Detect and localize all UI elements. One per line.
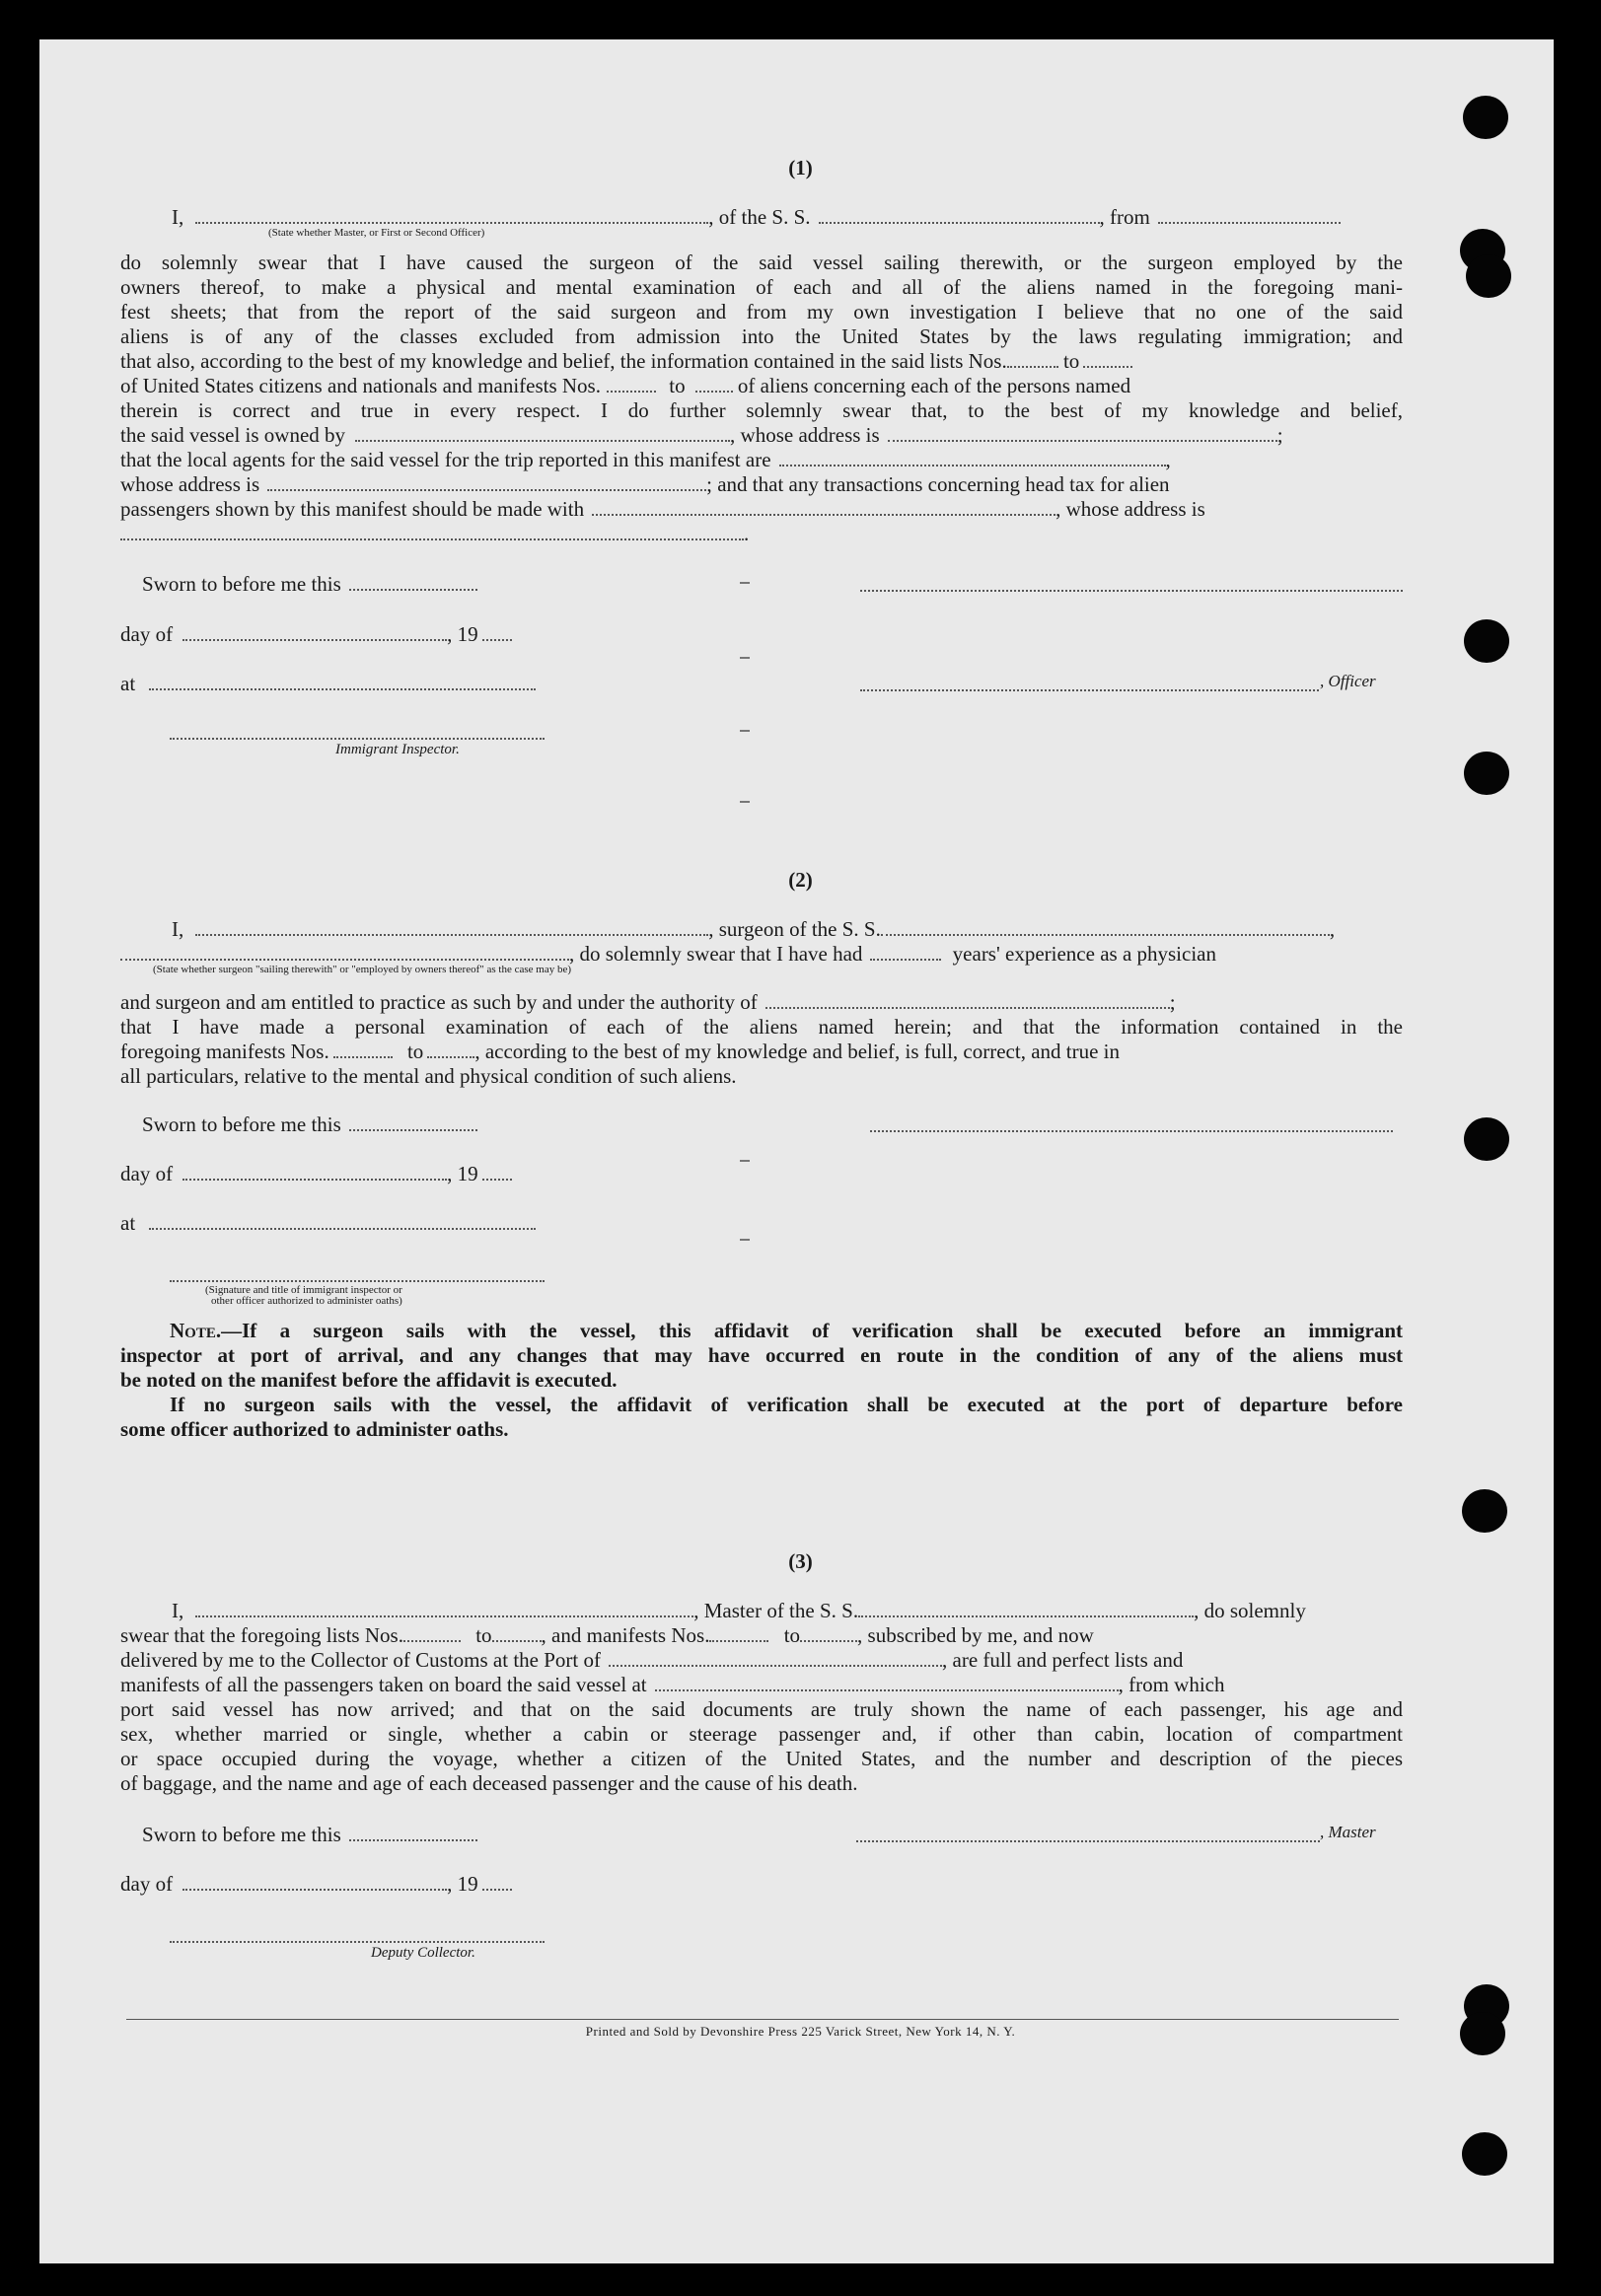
- s2-dayof-line: day of , 19: [120, 1162, 1403, 1185]
- s2-manifests-from-field[interactable]: [333, 1040, 393, 1058]
- signature-note-line-1: (Signature and title of immigrant inspector or: [205, 1284, 402, 1296]
- s3-manifests-from-field[interactable]: [709, 1624, 768, 1642]
- master-label: , Master: [1320, 1823, 1376, 1841]
- s2-year-field[interactable]: [482, 1163, 512, 1181]
- officer-rank-field[interactable]: [195, 206, 708, 224]
- authority-field[interactable]: [765, 991, 1170, 1009]
- s3-line-8: of baggage, and the name and age of each deceased passenger and the cause of his death.: [120, 1771, 858, 1795]
- s1-line-8: therein is correct and true in every respect. I do further solemnly swear that, to the best of my knowledge and belief,: [120, 398, 1403, 422]
- years-experience-field[interactable]: [870, 943, 941, 961]
- surgeon-status-note: (State whether surgeon "sailing therewith" or "employed by owners thereof" as the case may be): [153, 964, 572, 975]
- officer-label: , Officer: [1320, 672, 1376, 690]
- scan-mark: [740, 1160, 750, 1162]
- immigrant-inspector-signature-line[interactable]: [170, 736, 545, 740]
- s1-line-12: passengers shown by this manifest should be made with , whose address is: [120, 497, 1205, 521]
- s1-officer-signature-line[interactable]: [860, 588, 1403, 592]
- s1-line-7: of United States citizens and nationals and manifests Nos. to of aliens concerning each of the persons named: [120, 374, 1131, 397]
- lists-to-field[interactable]: [1083, 350, 1132, 368]
- s3-lists-to-field[interactable]: [492, 1624, 542, 1642]
- s2-line-3: and surgeon and am entitled to practice as such by and under the authority of ;: [120, 990, 1176, 1014]
- scan-mark: [740, 657, 750, 659]
- note-line-5: some officer authorized to administer oaths.: [120, 1417, 509, 1441]
- note-line-4: If no surgeon sails with the vessel, the affidavit of verification shall be executed at the port of departure before: [170, 1393, 1403, 1416]
- s1-line-1: I, , of the S. S. , from: [120, 205, 1403, 229]
- vessel-name-field[interactable]: [819, 206, 1100, 224]
- lists-from-field[interactable]: [1007, 350, 1058, 368]
- s2-line-4: that I have made a personal examination of each of the aliens named herein; and that the information contained in the: [120, 1015, 1403, 1039]
- s1-sworn-date-field[interactable]: [349, 573, 477, 591]
- s3-manifests-to-field[interactable]: [800, 1624, 857, 1642]
- section-3-heading: (3): [788, 1549, 813, 1573]
- port-from-field[interactable]: [1158, 206, 1341, 224]
- punch-hole: [1462, 1489, 1507, 1533]
- manifests-to-field[interactable]: [695, 375, 733, 393]
- note-line-3: be noted on the manifest before the affidavit is executed.: [120, 1368, 618, 1392]
- s3-dayof-line: day of , 19: [120, 1872, 1403, 1896]
- head-tax-agent-field[interactable]: [592, 498, 1055, 516]
- master-signature-line[interactable]: [856, 1838, 1320, 1842]
- officer-rank-note: (State whether Master, or First or Second Officer): [268, 227, 485, 239]
- scan-mark: [740, 801, 750, 803]
- s3-line-1: I, , Master of the S. S. , do solemnly: [172, 1599, 1306, 1622]
- signature-note-line-2: other officer authorized to administer oaths): [211, 1295, 402, 1307]
- s3-line-7: or space occupied during the voyage, whether a citizen of the United States, and the number and description of the pieces: [120, 1747, 1403, 1770]
- s2-line-5: foregoing manifests Nos. to , according to the best of my knowledge and belief, is full, correct, and true in: [120, 1040, 1121, 1063]
- punch-hole: [1464, 619, 1509, 663]
- s2-at-line: at: [120, 1211, 1403, 1235]
- manifests-from-field[interactable]: [607, 375, 656, 393]
- s3-line-3: delivered by me to the Collector of Customs at the Port of , are full and perfect lists and: [120, 1648, 1184, 1672]
- s1-year-field[interactable]: [482, 623, 512, 641]
- owner-address-field[interactable]: [888, 424, 1277, 442]
- s3-line-4: manifests of all the passengers taken on board the said vessel at , from which: [120, 1673, 1225, 1696]
- s1-line-9: the said vessel is owned by , whose address is ;: [120, 423, 1283, 447]
- s1-line-2: do solemnly swear that I have caused the surgeon of the said vessel sailing therewith, or the surgeon employed by the: [120, 251, 1403, 274]
- s2-line-1: I, , surgeon of the S. S. ,: [172, 917, 1336, 941]
- s3-vessel-field[interactable]: [858, 1600, 1194, 1617]
- punch-hole: [1464, 1117, 1509, 1161]
- s3-lists-from-field[interactable]: [403, 1624, 461, 1642]
- punch-hole: [1463, 96, 1508, 139]
- s3-line-5: port said vessel has now arrived; and that on the said documents are truly shown the name of each passenger, his age and: [120, 1697, 1403, 1721]
- local-agents-field[interactable]: [779, 449, 1166, 466]
- s1-line-10: that the local agents for the said vessel for the trip reported in this manifest are ,: [120, 448, 1171, 471]
- s1-line-6: that also, according to the best of my knowledge and belief, the information contained in the said lists Nos. to: [120, 349, 1403, 373]
- section-1-heading: (1): [788, 156, 813, 179]
- port-of-arrival-field[interactable]: [609, 1649, 942, 1667]
- s2-line-2: , do solemnly swear that I have had years' experience as a physician: [120, 942, 1403, 966]
- scan-mark: [740, 730, 750, 732]
- s2-line-6: all particulars, relative to the mental and physical condition of such aliens.: [120, 1064, 737, 1088]
- section-2-heading: (2): [788, 868, 813, 892]
- punch-hole: [1464, 752, 1509, 795]
- surgeon-status-field[interactable]: [120, 943, 569, 961]
- s3-day-field[interactable]: [182, 1873, 447, 1891]
- note-line-1: Note.—If a surgeon sails with the vessel, this affidavit of verification shall be executed before an immigrant: [170, 1319, 1403, 1342]
- s1-line-11: whose address is ; and that any transactions concerning head tax for alien: [120, 472, 1170, 496]
- head-tax-address-field[interactable]: [120, 523, 744, 540]
- surgeon-name-field[interactable]: [195, 918, 708, 936]
- footer-rule: [126, 2019, 1399, 2020]
- s1-sworn-line: Sworn to before me this: [120, 572, 1403, 596]
- s1-line-13: .: [120, 522, 1403, 545]
- port-of-embarkation-field[interactable]: [655, 1674, 1119, 1691]
- s2-place-field[interactable]: [149, 1212, 536, 1230]
- scan-mark: [740, 1239, 750, 1241]
- immigrant-inspector-label: Immigrant Inspector.: [335, 742, 460, 757]
- s2-surgeon-signature-line[interactable]: [870, 1128, 1393, 1132]
- s3-line-6: sex, whether married or single, whether a cabin or steerage passenger and, if other than cabin, location of compartment: [120, 1722, 1403, 1746]
- s1-at-line: at: [120, 672, 1403, 695]
- s3-line-2: swear that the foregoing lists Nos. to , and manifests Nos. to , subscribed by me, and now: [120, 1623, 1094, 1647]
- s3-year-field[interactable]: [482, 1873, 512, 1891]
- s2-vessel-field[interactable]: [881, 918, 1330, 936]
- s1-dayof-line: day of , 19: [120, 622, 1403, 646]
- s1-place-field[interactable]: [149, 673, 536, 690]
- s2-manifests-to-field[interactable]: [427, 1040, 474, 1058]
- s1-day-field[interactable]: [182, 623, 447, 641]
- s2-sworn-line: Sworn to before me this: [120, 1112, 1403, 1136]
- s2-sworn-date-field[interactable]: [349, 1113, 477, 1131]
- punch-hole: [1462, 2132, 1507, 2176]
- agents-address-field[interactable]: [267, 473, 706, 491]
- punch-hole: [1466, 254, 1511, 298]
- s1-officer-name-line[interactable]: [860, 687, 1319, 691]
- s1-line-4: fest sheets; that from the report of the said surgeon and from my own investigation I believe that no one of the said: [120, 300, 1403, 323]
- owner-field[interactable]: [355, 424, 730, 442]
- deputy-collector-label: Deputy Collector.: [371, 1945, 475, 1961]
- s3-sworn-date-field[interactable]: [349, 1824, 477, 1841]
- note-line-2: inspector at port of arrival, and any changes that may have occurred en route in the condition of any of the aliens must: [120, 1343, 1403, 1367]
- deputy-collector-signature-line[interactable]: [170, 1939, 545, 1943]
- s2-day-field[interactable]: [182, 1163, 447, 1181]
- printer-imprint: Printed and Sold by Devonshire Press 225 Varick Street, New York 14, N. Y.: [585, 2024, 1016, 2039]
- s3-sworn-line: Sworn to before me this: [120, 1823, 1403, 1846]
- s1-line-3: owners thereof, to make a physical and mental examination of each and all of the aliens named in the foregoing mani-: [120, 275, 1403, 299]
- s2-inspector-signature-line[interactable]: [170, 1278, 545, 1282]
- scan-mark: [740, 582, 750, 584]
- s1-line-5: aliens is of any of the classes excluded from admission into the United States by the laws regulating immigration; and: [120, 324, 1403, 348]
- master-name-field[interactable]: [195, 1600, 693, 1617]
